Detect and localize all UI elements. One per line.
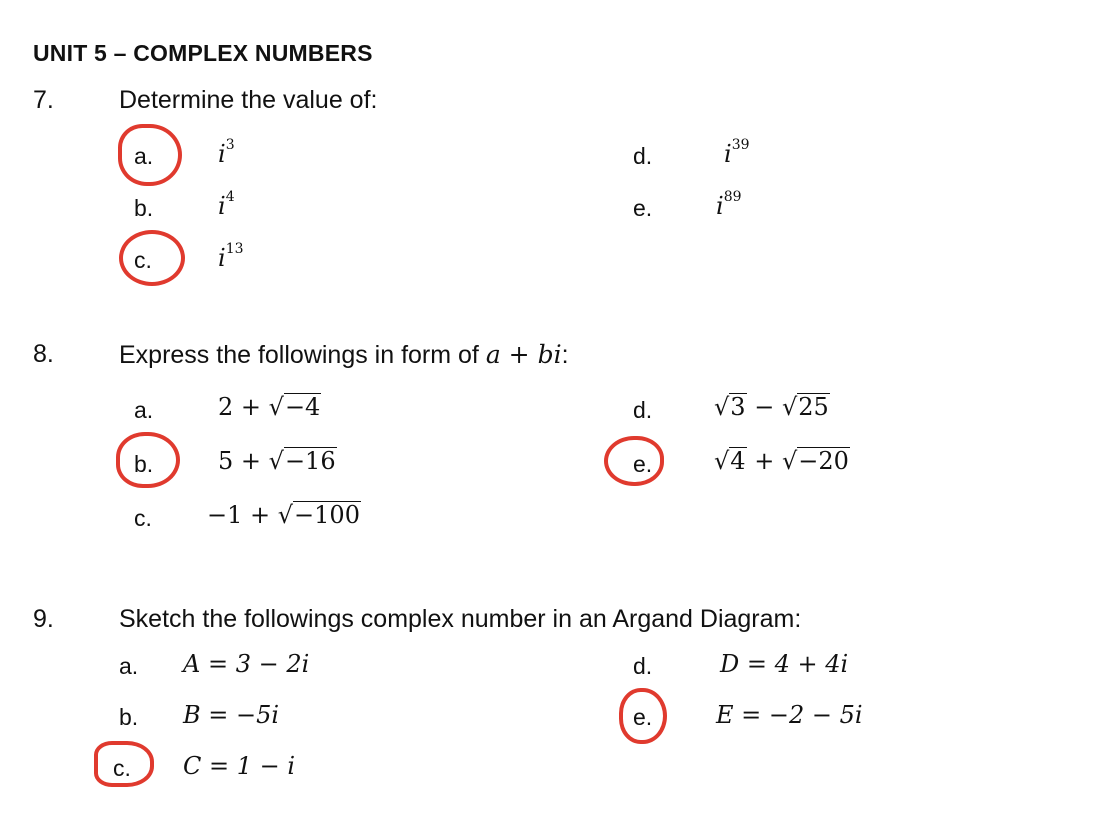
q7-b-expression: $i^4$ [218, 189, 235, 220]
q9-e-expression: E = −2 − 5i [716, 701, 863, 729]
q7-a-label: a. [134, 143, 154, 169]
q9-e-circle-annotation [619, 688, 667, 744]
q7-e-expression: $i^{89}$ [716, 189, 742, 220]
q9-c-label: c. [113, 755, 131, 781]
q9-a-label: a. [119, 653, 139, 679]
q8-d-label: d. [633, 397, 653, 423]
q8-b-label: b. [134, 451, 154, 477]
q7-e-label: e. [633, 195, 653, 221]
q9-a-expression: A = 3 − 2i [183, 650, 310, 678]
q7-c-label: c. [134, 247, 152, 273]
q9-c-expression: C = 1 − i [183, 752, 296, 780]
q9-b-expression: B = −5i [183, 701, 280, 729]
q8-b-circle-annotation [116, 432, 180, 488]
question-9-text: Sketch the followings complex number in an Argand Diagram: [119, 605, 802, 633]
q8-a-expression: 2 + √−4 [218, 393, 321, 421]
question-8-text: Express the followings in form of a + bi: [119, 340, 569, 369]
q9-b-label: b. [119, 704, 139, 730]
q8-c-label: c. [134, 505, 152, 531]
q8-b-expression: 5 + √−16 [218, 447, 336, 475]
question-8-number: 8. [33, 340, 54, 368]
q7-a-expression: $i^3$ [218, 137, 235, 168]
page-title: UNIT 5 – COMPLEX NUMBERS [33, 40, 373, 66]
q9-e-label: e. [633, 704, 653, 730]
q7-a-circle-annotation [118, 124, 182, 186]
question-7-text: Determine the value of: [119, 86, 378, 114]
q7-c-circle-annotation [119, 230, 185, 286]
q9-c-circle-annotation [94, 741, 154, 787]
q8-a-label: a. [134, 397, 154, 423]
q8-d-expression: √3 − √25 [714, 393, 829, 421]
q7-c-expression: $i^{13}$ [218, 241, 244, 272]
q9-d-label: d. [633, 653, 653, 679]
q8-c-expression: −1 + √−100 [207, 501, 360, 529]
question-7-number: 7. [33, 86, 54, 114]
q8-e-label: e. [633, 451, 653, 477]
q9-d-expression: D = 4 + 4i [720, 650, 849, 678]
q8-e-circle-annotation [604, 436, 664, 486]
q7-b-label: b. [134, 195, 154, 221]
q8-e-expression: √4 + √−20 [714, 447, 849, 475]
q7-d-label: d. [633, 143, 653, 169]
question-9-number: 9. [33, 605, 54, 633]
q7-d-expression: $i^{39}$ [724, 137, 750, 168]
